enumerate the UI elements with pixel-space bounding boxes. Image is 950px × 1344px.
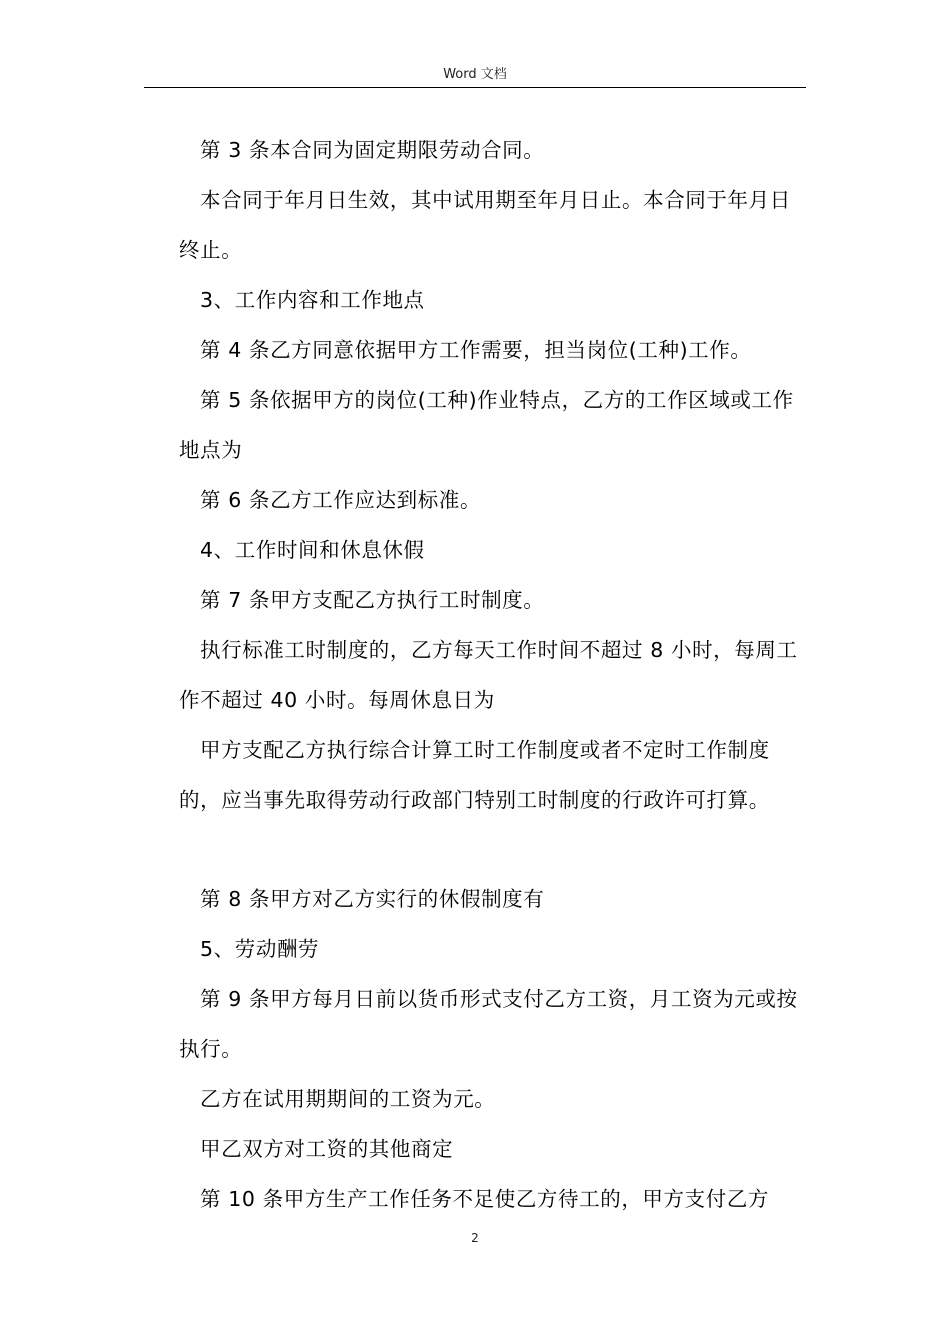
document-body xyxy=(179,125,811,1224)
paragraph: 第 4 条乙方同意依据甲方工作需要，担当岗位(工种)工作。 xyxy=(200,338,752,362)
paragraph: 甲方支配乙方执行综合计算工时工作制度或者不定时工作制度的，应当事先取得劳动行政部门特别工时制度的行政许可打算。 xyxy=(179,738,770,812)
header-divider xyxy=(144,87,806,88)
paragraph: 乙方在试用期期间的工资为元。 xyxy=(200,1087,496,1111)
paragraph: 本合同于年月日生效，其中试用期至年月日止。本合同于年月日终止。 xyxy=(179,188,791,262)
paragraph: 第 9 条甲方每月日前以货币形式支付乙方工资，月工资为元或按执行。 xyxy=(179,987,798,1061)
paragraph: 第 5 条依据甲方的岗位(工种)作业特点，乙方的工作区域或工作地点为 xyxy=(179,388,794,462)
paragraph: 第 6 条乙方工作应达到标准。 xyxy=(200,488,482,512)
page-header: Word 文档 xyxy=(443,67,507,82)
paragraph: 第 8 条甲方对乙方实行的休假制度有 xyxy=(200,887,545,911)
section-heading: 5、劳动酬劳 xyxy=(200,937,320,961)
paragraph: 第 3 条本合同为固定期限劳动合同。 xyxy=(200,138,545,162)
paragraph: 第 10 条甲方生产工作任务不足使乙方待工的，甲方支付乙方 xyxy=(200,1187,770,1211)
paragraph: 执行标准工时制度的，乙方每天工作时间不超过 8 小时，每周工作不超过 40 小时。每周休息日为 xyxy=(179,638,798,712)
paragraph: 甲乙双方对工资的其他商定 xyxy=(200,1137,454,1161)
section-heading: 4、工作时间和休息休假 xyxy=(200,538,425,562)
page-number: 2 xyxy=(471,1231,479,1245)
paragraph: 第 7 条甲方支配乙方执行工时制度。 xyxy=(200,588,545,612)
section-heading: 3、工作内容和工作地点 xyxy=(200,288,425,312)
